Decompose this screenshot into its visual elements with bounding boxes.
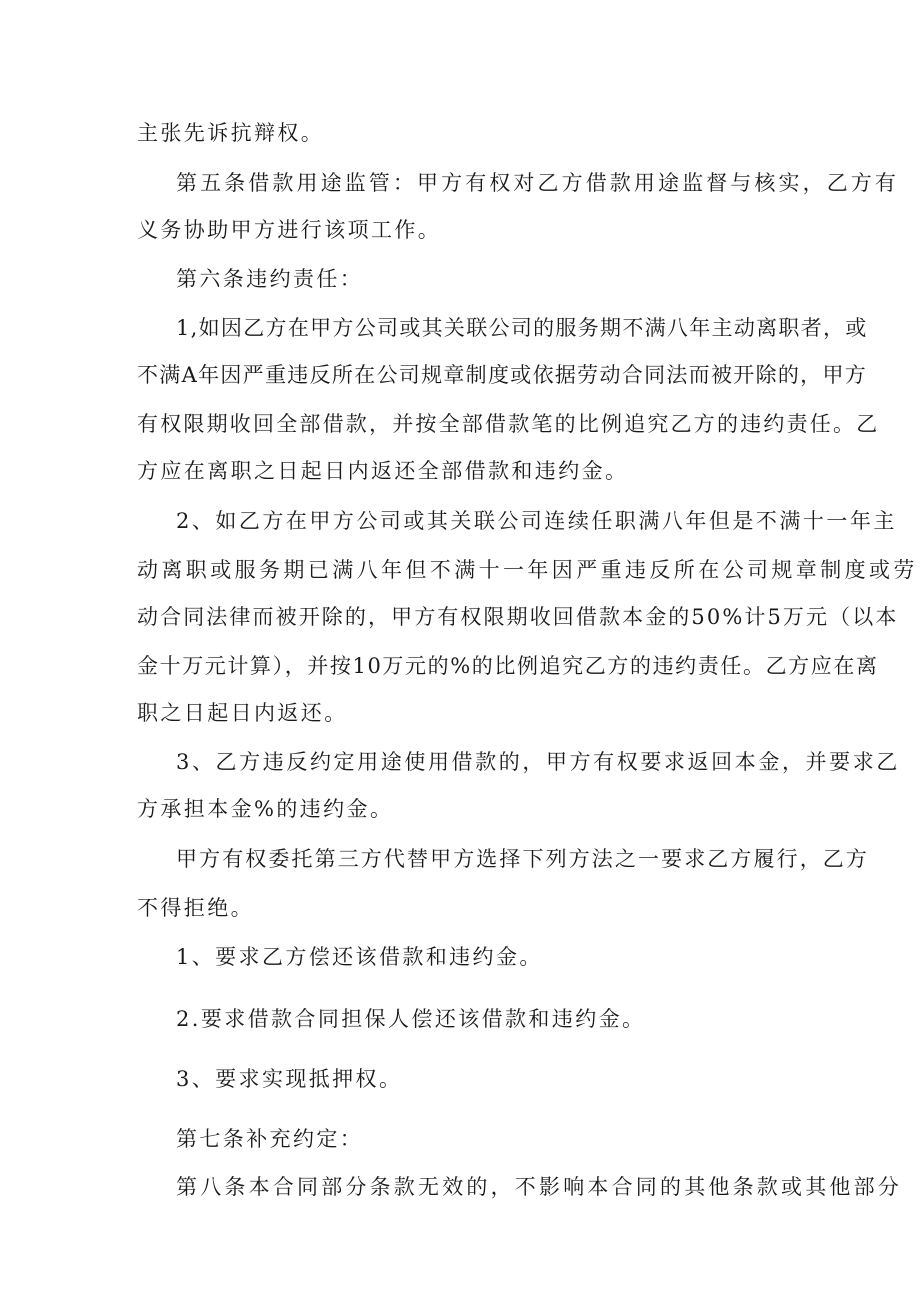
text-line: 3、要求实现抵押权。 [176,1067,403,1091]
text-line: 第六条违约责任： [176,267,364,291]
text-line: 第七条补充约定： [176,1127,364,1151]
text-line: 金十万元计算），并按10万元的%的比例追究乙方的违约责任。乙方应在离 [137,654,879,678]
text-line: 第八条本合同部分条款无效的，不影响本合同的其他条款或其他部分 [176,1175,902,1199]
text-line: 2、如乙方在甲方公司或其关联公司连续任职满八年但是不满十一年主 [176,509,897,533]
text-line: 主张先诉抗辩权。 [137,121,325,145]
text-line: 动离职或服务期已满八年但不满十一年因严重违反所在公司规章制度或劳 [137,558,918,582]
text-line: 甲方有权委托第三方代替甲方选择下列方法之一要求乙方履行，乙方 [176,847,869,871]
text-line: 方承担本金%的违约金。 [137,797,394,821]
text-line: 方应在离职之日起日内返还全部借款和违约金。 [137,459,629,483]
text-line: 职之日起日内返还。 [137,701,348,725]
text-line: 动合同法律而被开除的，甲方有权限期收回借款本金的50%计5万元（以本 [137,605,899,629]
text-line: 1,如因乙方在甲方公司或其关联公司的服务期不满八年主动离职者，或 [176,316,868,340]
text-line: 不得拒绝。 [137,896,254,920]
text-line: 有权限期收回全部借款，并按全部借款笔的比例追究乙方的违约责任。乙 [137,412,880,436]
text-line: 1、要求乙方偿还该借款和违约金。 [176,945,543,969]
text-line: 2.要求借款合同担保人偿还该借款和违约金。 [176,1007,646,1031]
text-line: 3、乙方违反约定用途使用借款的，甲方有权要求返回本金，并要求乙 [176,750,900,774]
text-line: 第五条借款用途监管：甲方有权对乙方借款用途监督与核实，乙方有 [176,171,899,195]
text-line: 不满A年因严重违反所在公司规章制度或依据劳动合同法而被开除的，甲方 [137,363,868,387]
text-line: 义务协助甲方进行该项工作。 [137,218,442,242]
